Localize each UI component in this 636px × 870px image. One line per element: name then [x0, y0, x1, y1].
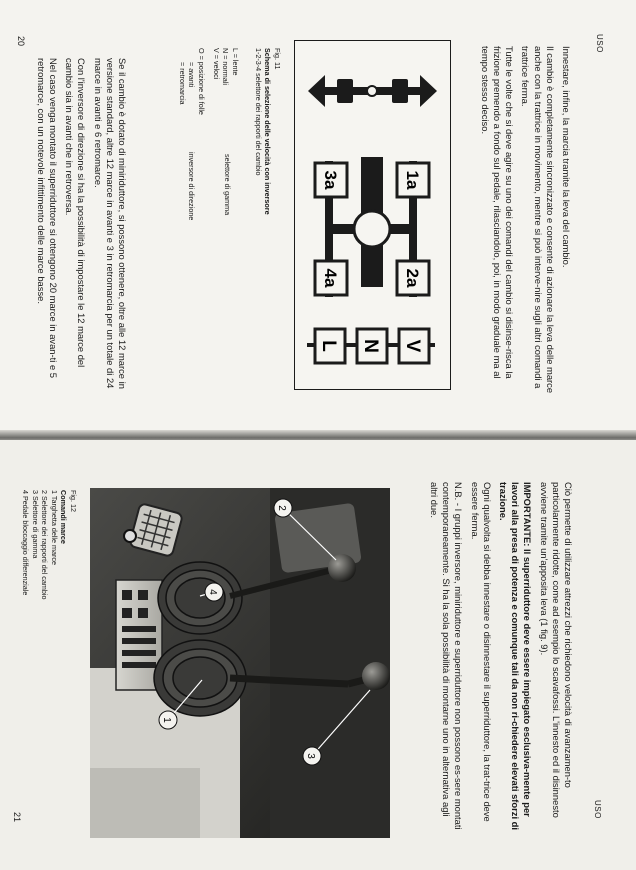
- gear-label: 2a: [403, 268, 422, 288]
- fig-label: Fig. 12: [69, 490, 78, 512]
- gear-box-3a: [315, 163, 347, 197]
- legend-item: O = posizione di folle: [197, 48, 206, 115]
- paragraph: Innestare, infine, la marcia tramite la leva del cambio.: [561, 46, 572, 268]
- gear-shift-diagram: [294, 40, 451, 390]
- fig-item: 2 Selettore dei rapporti del cambio: [40, 490, 50, 600]
- paragraph: Il cambio è completamente sincronizzato e consente di azionare la leva delle marce anche con la trattrice in movimento, mentre si può interve-nire sugli altri comandi a trattrice ferma.: [520, 46, 556, 394]
- paragraph: Ogni qualvolta si debba innestare o disinnestare il superriduttore, la trat-trice deve essere ferma.: [469, 482, 493, 822]
- fig12-caption: [21, 490, 78, 690]
- lever-knob-icon: [328, 554, 356, 582]
- fig-item: 4 Pedale bloccaggio differenziale: [21, 490, 31, 596]
- fig-item: 3 Selettore di gamma: [31, 490, 40, 559]
- fig-title: Comandi marce: [59, 490, 69, 544]
- legend-item: = retromarcia: [178, 62, 187, 105]
- page-number: 21: [12, 812, 22, 823]
- range-box-l: [315, 329, 345, 363]
- fig11-legend-dir: [178, 48, 207, 158]
- photo-illustration: [90, 488, 390, 838]
- bottom-right-column: [424, 482, 574, 834]
- gear-box-4a: [315, 261, 347, 295]
- page-number: 20: [16, 36, 26, 47]
- lever-knob-icon: [362, 662, 390, 690]
- fig11-legend-range: [212, 48, 241, 138]
- important-note: IMPORTANTE: Il superriduttore deve essere impiegato esclusiva-mente per lavori alla presa di potenza e comunque tali da non ri-chiedere elevati sforzi di trazione.: [497, 482, 534, 831]
- paragraph: Ciò permette di utilizzare attrezzi che richiedono velocità di avanzamen-to particolarmente ridotte, come ad esempio lo scavafossi. L'innesto ed il disinnesto avviene tramite un'apposita leva (1 fig. 9).: [538, 482, 574, 818]
- legend-caption: inversore di direzione: [187, 152, 196, 221]
- fig-title: Schema di selezione delle velocità con inversore: [263, 48, 273, 215]
- range-label: N: [360, 339, 381, 353]
- callout-label: 2: [276, 505, 287, 511]
- gear-box-1a: [397, 163, 429, 197]
- range-label: V: [402, 339, 423, 353]
- paragraph: Tutte le volte che si deve agire su uno dei comandi del cambio si disinse-risca la frizione premendo a fondo sul pedale, rilasciandolo, poi, in modo graduale ma al tempo stesso deciso.: [479, 46, 516, 379]
- fig-label: Fig. 11: [273, 48, 282, 70]
- top-left-column: [31, 58, 128, 398]
- gear-label: 1a: [403, 170, 422, 190]
- callout-label: 4: [207, 589, 218, 595]
- paragraph: Nel caso venga montato il superriduttore si ottengono 20 marce in avan-ti e 5 retromarce, con un notevole infittimento delle marce basse.: [35, 58, 59, 378]
- page-header: USO: [595, 34, 604, 53]
- gear-label: 4a: [321, 268, 340, 288]
- paragraph: Con l'inversore di direzione si ha la possibilità di impostare le 12 marce del cambio sia in avanti che in retroversa.: [64, 58, 88, 368]
- range-box-v: [399, 329, 429, 363]
- fig-item: 1 Targhetta delle marce: [50, 490, 59, 565]
- legend-item: = avanti: [187, 62, 197, 88]
- gear-pattern-svg: [295, 41, 450, 389]
- callout-label: 3: [305, 753, 316, 759]
- legend-item: N = normali: [221, 48, 231, 85]
- fig11-caption: [254, 48, 283, 268]
- page-header: USO: [593, 800, 602, 819]
- top-right-column: [475, 46, 572, 398]
- paragraph: Se il cambio è dotato di miniriduttore, si possono ottenere, oltre alle 12 marce in versione standard, altre 12 marce in avanti e 3 in retromarcia per un totale di 24 marce in avanti e 6 retromarce.: [92, 58, 128, 389]
- fig-subtitle: 1-2-3-4 selettore dei rapporti del cambio: [254, 48, 263, 176]
- direction-arrows-icon: [308, 75, 437, 107]
- range-label: L: [318, 340, 339, 352]
- gear-label: 3a: [321, 170, 340, 190]
- range-box-n: [357, 329, 387, 363]
- legend-caption: selettore di gamma: [223, 154, 232, 216]
- paragraph: N.B. - I gruppi inversore, miniriduttore e superriduttore non possono es-sere montati contemporaneamente. Si ha la sola possibilità di montarne uno in alternativa agli altri due.: [428, 482, 465, 830]
- legend-item: V = veloci: [212, 48, 221, 80]
- gear-box-2a: [397, 261, 429, 295]
- legend-item: L = lente: [231, 48, 240, 76]
- callout-label: 1: [161, 717, 172, 723]
- gear-controls-photo: [90, 488, 390, 838]
